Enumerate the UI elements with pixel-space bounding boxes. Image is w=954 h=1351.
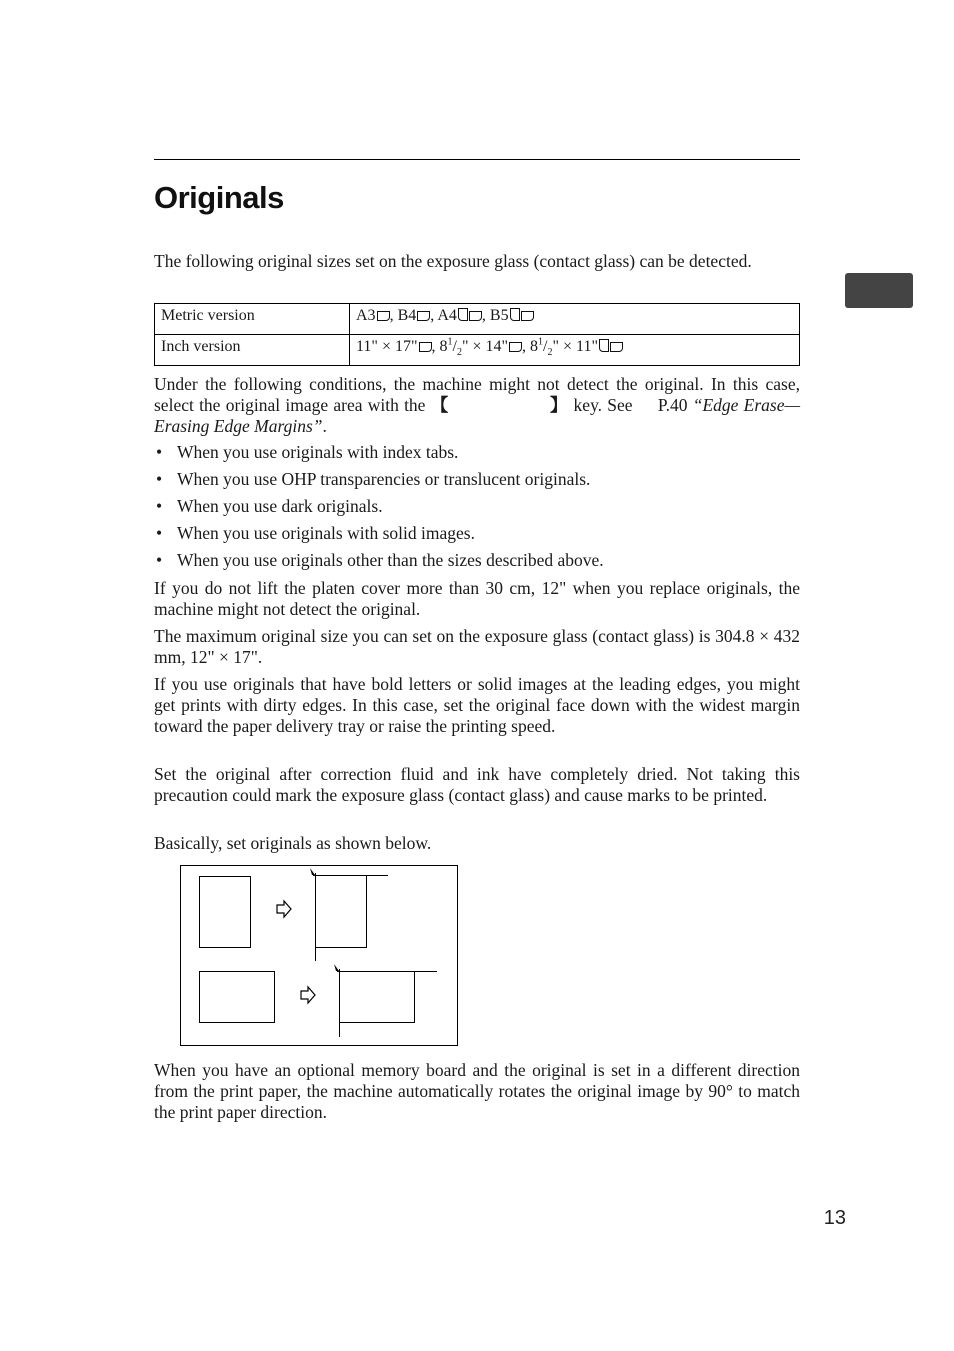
size-legal-width: , 8 xyxy=(431,338,448,355)
size-b4: , B4 xyxy=(389,307,417,324)
landscape-orientation-icon xyxy=(509,342,522,352)
original-sizes-table xyxy=(154,303,800,366)
size-11x17: 11" × 17" xyxy=(356,338,418,355)
see-text: key. See xyxy=(568,395,638,415)
metric-sizes xyxy=(350,304,800,335)
page-title: Originals xyxy=(154,180,284,215)
size-a3: A3 xyxy=(356,307,376,324)
portrait-orientation-icon xyxy=(458,308,468,321)
memory-board-paragraph: When you have an optional memory board and the original is set in a different direction from the print paper, the machine automatically rotates the original image by 90° to match the print paper direction. xyxy=(154,1060,800,1122)
fraction-denominator: 2 xyxy=(547,347,553,359)
table-row xyxy=(155,304,800,335)
landscape-on-glass-diagram xyxy=(334,964,437,1037)
table-row xyxy=(155,335,800,366)
landscape-orientation-icon xyxy=(610,342,623,352)
key-bracket-open: 【 xyxy=(430,395,450,415)
portrait-on-glass-diagram xyxy=(310,868,388,961)
figure-frame xyxy=(181,866,458,1046)
page-reference: P.40 xyxy=(657,395,688,415)
landscape-orientation-icon xyxy=(417,311,430,321)
list-item: • When you use OHP transparencies or translucent originals. xyxy=(154,469,800,496)
size-a4: , A4 xyxy=(430,307,457,324)
inch-sizes: 11" × 17" , $8^1/_2$" × 14" , $8^1/_2$" × 11" xyxy=(350,335,800,366)
platen-paragraph: If you do not lift the platen cover more than 30 cm, 12" when you replace originals, the machine might not detect the original. xyxy=(154,578,800,619)
chapter-thumb-tab xyxy=(845,273,913,308)
key-bracket-close: 】 xyxy=(549,395,569,415)
bold-letters-paragraph: If you use originals that have bold letters or solid images at the leading edges, you might get prints with dirty edges. In this case, set the original face down with the widest margin toward the paper delivery tray or raise the printing speed. xyxy=(154,674,800,736)
portrait-orientation-icon xyxy=(599,339,609,352)
header-rule xyxy=(154,159,800,160)
page-number: 13 xyxy=(823,1207,846,1229)
list-item: • When you use originals other than the sizes described above. xyxy=(154,550,800,577)
intro-paragraph: The following original sizes set on the exposure glass (contact glass) can be detected. xyxy=(154,251,752,271)
metric-label: Metric version xyxy=(155,304,350,335)
landscape-orientation-icon xyxy=(377,311,390,321)
corner-mark-icon xyxy=(310,868,315,875)
size-b5: , B5 xyxy=(481,307,509,324)
conditions-list xyxy=(154,442,800,577)
basic-placement-paragraph: Basically, set originals as shown below. xyxy=(154,833,432,853)
landscape-orientation-icon xyxy=(521,311,534,321)
conditions-text: Under the following conditions, the machine might not detect the original. In this case, select the original image area with the xyxy=(154,374,800,415)
inch-label: Inch version xyxy=(155,335,350,366)
landscape-orientation-icon xyxy=(469,311,482,321)
list-item: • When you use originals with solid images. xyxy=(154,523,800,550)
size-legal-length: " × 14" xyxy=(461,338,509,355)
size-letter-length: " × 11" xyxy=(552,338,598,355)
list-item: • When you use originals with index tabs. xyxy=(154,442,800,469)
list-item: • When you use dark originals. xyxy=(154,496,800,523)
reference-title: “Edge Erase—Erasing Edge Margins” xyxy=(154,395,801,436)
period: . xyxy=(322,416,327,436)
fraction-numerator: 1 xyxy=(538,336,544,348)
size-letter-width: , 8 xyxy=(522,338,539,355)
corner-mark-icon xyxy=(334,964,339,971)
conditions-paragraph xyxy=(154,374,800,437)
portrait-orientation-icon xyxy=(510,308,520,321)
max-size-paragraph: The maximum original size you can set on the exposure glass (contact glass) is 304.8 × 432 mm, 12" × 17". xyxy=(154,626,800,667)
fraction-denominator: 2 xyxy=(456,347,462,359)
fraction-numerator: 1 xyxy=(447,336,453,348)
hollow-arrow-right-icon xyxy=(277,901,291,917)
original-placement-figure xyxy=(180,865,458,1046)
landscape-original-sheet xyxy=(200,972,275,1023)
hollow-arrow-right-icon xyxy=(301,987,315,1003)
correction-fluid-paragraph: Set the original after correction fluid and ink have completely dried. Not taking this precaution could mark the exposure glass (contact glass) and cause marks to be printed. xyxy=(154,764,800,805)
portrait-original-sheet xyxy=(200,877,251,948)
landscape-orientation-icon xyxy=(419,342,432,352)
